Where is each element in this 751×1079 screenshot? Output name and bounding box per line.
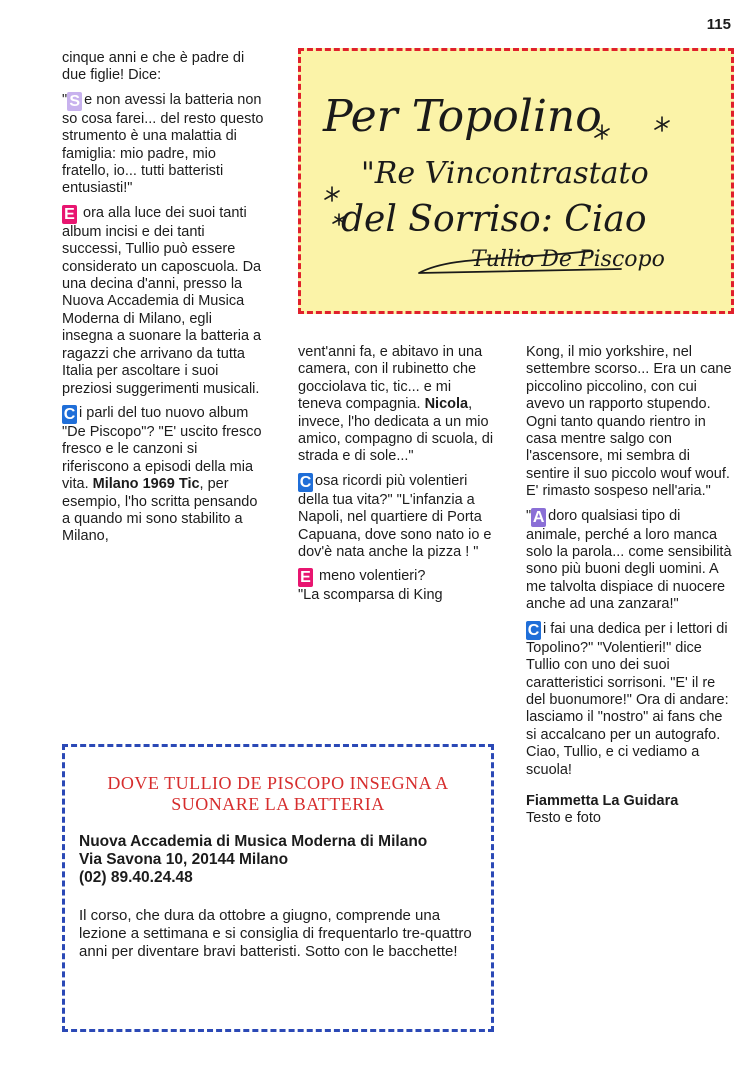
column-1 — [62, 50, 266, 553]
col3-paragraph-1: Kong, il mio yorkshire, nel settembre scorso... Era un cane piccolino piccolino, con cui avevo un rapporto stupendo. Ogni tanto quando rientro in casa mentre salgo con l'ascensore, mi sembra di sentire il suo piccolo wouf wouf. E' rimasto sospeso nell'aria." — [526, 344, 732, 500]
credit: Testo e foto — [526, 810, 601, 827]
school-info-box — [62, 744, 494, 1032]
page-number: 115 — [706, 16, 731, 33]
drop-cap: C — [527, 621, 540, 639]
col1-intro: cinque anni e che è padre di due figlie! Dice: — [62, 50, 245, 84]
col1-paragraph-2: E ora alla luce dei suoi tanti album incisi e dei tanti successi, Tullio può essere considerato un caposcuola. Da una decina d'anni, presso la Nuova Accademia di Musica Moderna di Milano, egli insegna a suonare la batteria a ragazzi che arrivano da tutta Italia per ascoltare i suoi preziosi suggerimenti musicali. — [62, 204, 262, 397]
col1-paragraph-3: C i parli del tuo nuovo album "De Piscopo"? "E' uscito fresco fresco e le canzoni si riferiscono a episodi della mia vita. Milano 1969 Tic, per esempio, l'ho scritta pensando a quando mi sono stabilito a Milano, — [62, 404, 262, 545]
col2-paragraph-1: vent'anni fa, e abitavo in una camera, con il rubinetto che gocciolava tic, tic... e mi teneva compagnia. Nicola, invece, l'ho dedicata a un mio amico, compagno di scuola, di strada e di sole..." — [298, 344, 494, 465]
autograph-signature: Tullio De Piscopo — [471, 247, 665, 272]
drop-cap: A — [532, 508, 545, 526]
byline — [526, 793, 732, 828]
col2-paragraph-3: E meno volentieri? "La scomparsa di King — [298, 568, 443, 604]
autograph-handwriting — [301, 51, 731, 311]
col2-paragraph-2: C osa ricordi più volentieri della tua vita?" "L'infanzia a Napoli, nel quartiere di Porta Capuana, dove sono nato io e dov'è nata anche la pizza ! " — [298, 472, 492, 561]
autograph-line-2: "Re Vincontrastato — [361, 156, 649, 191]
column-3 — [526, 344, 732, 835]
drop-cap: S — [67, 92, 82, 111]
autograph-line-1: Per Topolino — [323, 91, 602, 142]
drop-cap: C — [299, 473, 312, 491]
star-icon — [655, 117, 669, 131]
drop-cap: C — [63, 405, 76, 423]
autograph-box — [298, 48, 734, 314]
drop-cap: E — [62, 205, 77, 224]
drop-cap: E — [298, 568, 313, 587]
infobox-title: DOVE TULLIO DE PISCOPO INSEGNA A SUONARE LA BATTERIA — [107, 773, 449, 814]
autograph-line-3: del Sorriso: Ciao — [341, 199, 647, 240]
col1-quote: " S e non avessi la batteria non so cosa farei... del resto questo strumento è una malattia di famiglia: mio padre, mio fratello, io... tutti batteristi entusiasti!" — [62, 91, 264, 197]
school-address: Nuova Accademia di Musica Moderna di Milano Via Savona 10, 20144 Milano (02) 89.40.24.48 — [79, 833, 428, 886]
col3-paragraph-2: " A doro qualsiasi tipo di animale, perché a loro manca solo la parola... come sensibilità sono più buoni degli uomini. A me talvolta dispiace di nuocere anche ad una zanzara!" — [526, 507, 732, 613]
star-icon — [325, 187, 339, 201]
col3-paragraph-3: C i fai una dedica per i lettori di Topolino?" "Volentieri!" dice Tullio con uno dei suoi caratteristici sorrisoni. "E' il re del buonumore!" Ora di andare: lasciamo il "nostro" ai fans che si accalcano per un autografo. Ciao, Tullio, e ci vediamo a scuola! — [526, 620, 729, 778]
course-description: Il corso, che dura da ottobre a giugno, comprende una lezione a settimana e si consiglia di frequentarlo tre-quattro anni per diventare bravi batteristi. Sotto con le bacchette! — [79, 907, 472, 960]
column-2 — [298, 344, 498, 612]
author-name: Fiammetta La Guidara — [526, 792, 679, 809]
